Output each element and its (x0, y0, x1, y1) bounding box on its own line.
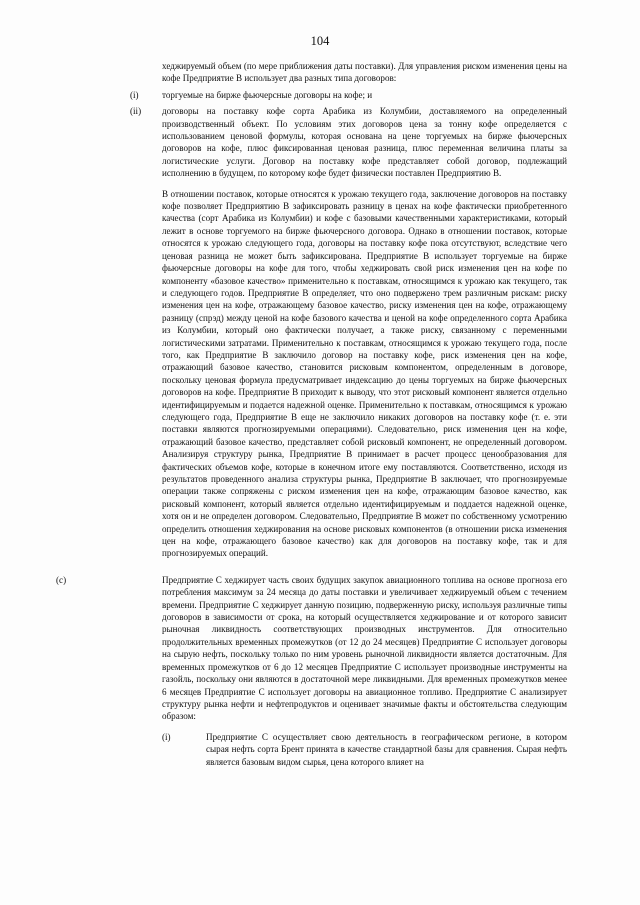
page-content (56, 60, 567, 768)
intro-paragraph: хеджируемый объем (по мере приближения даты поставки). Для управления риском изменения цены на кофе Предприятие В использует два разных типа договоров: (162, 61, 567, 84)
sub-list-item (162, 731, 567, 768)
list-item-text: торгуемые на бирже фьючерсные договоры на кофе; и (162, 89, 373, 100)
list-marker: (i) (130, 89, 139, 100)
list-item (130, 105, 567, 179)
sub-list-item-text: Предприятие С осуществляет свою деятельность в географическом регионе, в котором сырая нефть сорта Брент принята в качестве стандартной базы для сравнения. Сырая нефть является базовым видом сырья, цена которого влияет на (206, 731, 567, 767)
list-marker: (c) (56, 574, 67, 585)
list-item-text: Предприятие С хеджирует часть своих будущих закупок авиационного топлива на основе прогноза его потребления максимум за 24 месяца до даты поставки и увеличивает хеджируемый объем с течением времени. Предприятие С хеджирует данную позицию, подверженную риску, используя различные типы договоров в зависимости от срока, на который осуществляется хеджирование и от которого зависит рыночная ликвидность соответствующих производных инструментов. Для относительно продолжительных временных промежутков (от 12 до 24 месяцев) Предприятие С использует договоры на сырую нефть, поскольку только по ним уровень рыночной ликвидности является достаточным. Для временных промежутков от 6 до 12 месяцев Предприятие С использует производные инструменты на газойль, поскольку они являются в достаточной мере ликвидными. Для временных промежутков менее 6 месяцев Предприятие С использует договоры на авиационное топливо. Предприятие С анализирует структуру рынка нефти и нефтепродуктов и оценивает значимые факты и обстоятельства следующим образом: (162, 574, 567, 722)
sub-list-marker: (i) (162, 731, 171, 742)
list-item-c (56, 574, 567, 768)
page-number: 104 (310, 34, 330, 48)
list-marker: (ii) (130, 106, 142, 117)
list-item (130, 89, 567, 101)
body-paragraph: В отношении поставок, которые относятся к урожаю текущего года, заключение договоров на поставку кофе позволяет Предприятию В зафиксировать разницу в ценах на кофе фактически приобретенного качества (сорт Арабика из Колумбии) и кофе с базовыми качественными характеристиками, который лежит в основе торгуемого на бирже фьючерсного договора. Однако в отношении поставок, которые относятся к урожаю следующего года, договоры на поставку кофе пока отсутствуют, вследствие чего ценовая разница не может быть зафиксирована. Предприятие В использует торгуемые на бирже фьючерсные договоры на кофе для того, чтобы хеджировать свой риск изменения цен на кофе по компоненту «базовое качество» применительно к поставкам, относящимся к урожаю как текущего, так и следующего годов. Предприятие В определяет, что оно подвержено трем различным рискам: риску изменения цен на кофе, отражающему базовое качество, риску изменения цен на кофе, отражающему разницу (спрэд) между ценой на кофе базового качества и ценой на кофе определенного сорта Арабика из Колумбии, который оно фактически получает, а также риску, связанному с переменными логистическими затратами. Применительно к поставкам, относящимся к урожаю текущего года, после того, как Предприятие В заключило договор на поставку кофе, риск изменения цен на кофе, отражающий базовое качество, становится рисковым компонентом, определенным в договоре, поскольку ценовая формула предусматривает индексацию до цены торгуемых на бирже фьючерсных договоров на кофе. Предприятие В приходит к выводу, что этот рисковый компонент является отдельно идентифицируемым и подается надежной оценке. Применительно к поставкам, относящимся к урожаю следующего года, Предприятие В еще не заключило никаких договоров на поставку кофе (т. е. эти поставки являются прогнозируемыми операциями). Следовательно, риск изменения цен на кофе, отражающий базовое качество, представляет собой рисковый компонент, не определенный договором. Анализируя структуру рынка, Предприятие В принимает в расчет процесс ценообразования для фактических объемов кофе, которые в конечном итоге ему поставляются. Соответственно, исходя из результатов проведенного анализа структуры рынка, Предприятие В заключает, что прогнозируемые операции также сопряжены с риском изменения цен на кофе, отражающим базовое качество, как рисковый компонент, который является отдельно идентифицируемым и поддается надежной оценке, хотя он и не определен договором. Следовательно, Предприятие В может по собственному усмотрению определить отношения хеджирования на основе рисковых компонентов (в отношении риска изменения цен на кофе, отражающего базовое качество) как для договоров на поставку кофе, так и для прогнозируемых операций. (162, 188, 567, 559)
list-item-text: договоры на поставку кофе сорта Арабика из Колумбии, доставляемого на определенный производственный объект. По условиям этих договоров цена за тонну кофе определяется с использованием ценовой формулы, которая основана на цене торгуемых на бирже фьючерсных договоров на кофе, плюс фиксированная ценовая разница, плюс переменная величина платы за логистические услуги. Договор на поставку кофе представляет собой договор, подлежащий исполнению в будущем, по которому кофе будет физически поставлен Предприятию В. (162, 106, 567, 179)
